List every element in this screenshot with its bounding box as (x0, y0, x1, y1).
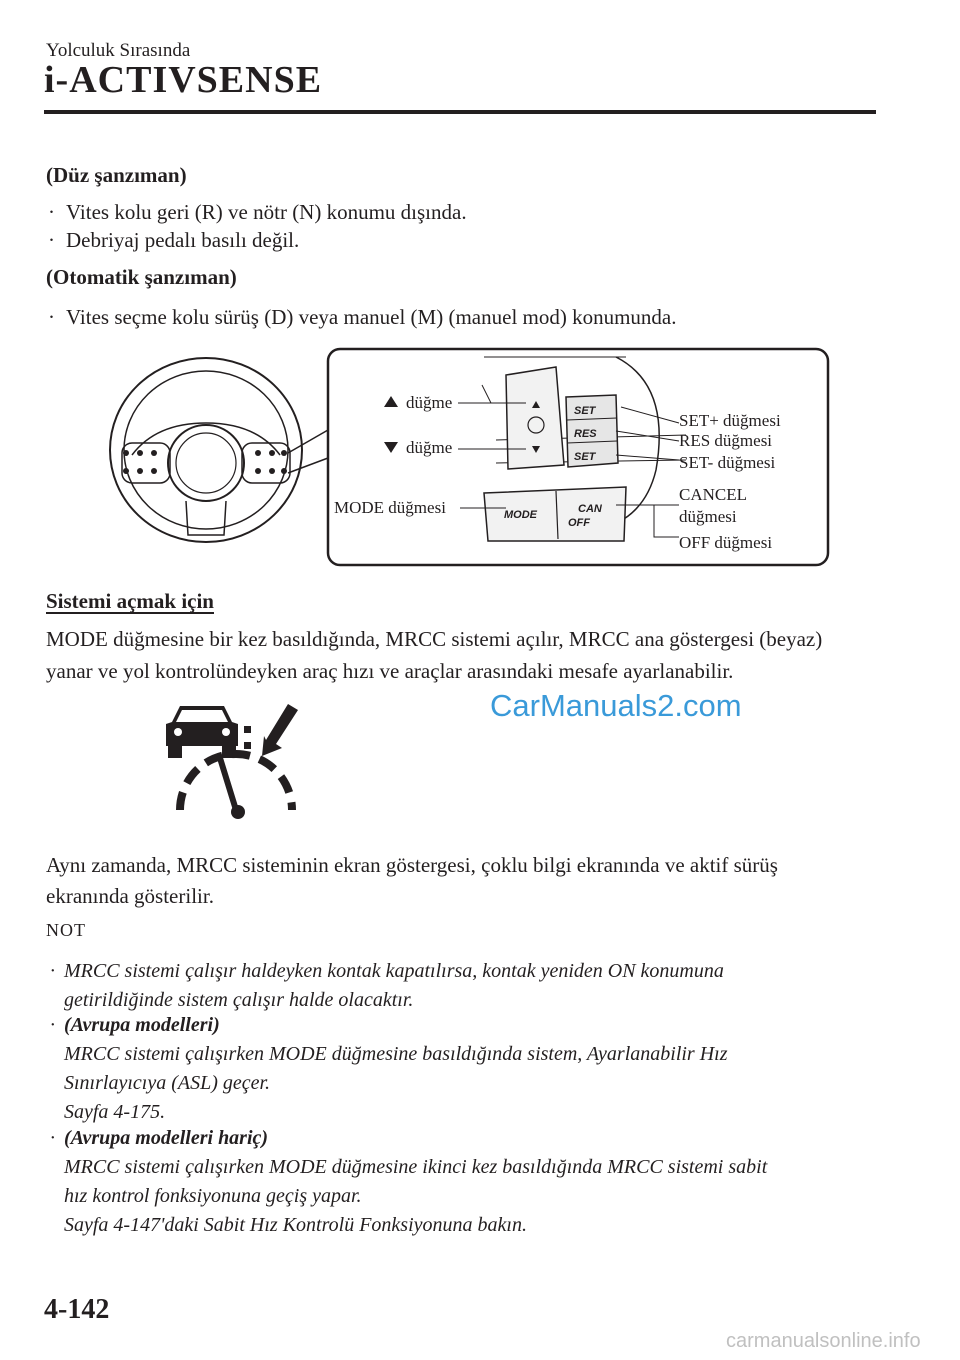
page-number: 4-142 (44, 1294, 110, 1325)
turn-on-paragraph-line2: yanar ve yol kontrolündeyken araç hızı ve araçlar arasındaki mesafe ayarlanabilir. (46, 659, 734, 683)
note-item-3-line1: MRCC sistemi çalışırken MODE düğmesine ikinci kez basıldığında MRCC sistemi sabit (64, 1156, 768, 1178)
set-minus-label: SET- düğmesi (679, 453, 776, 472)
display-paragraph-line2: ekranında gösterilir. (46, 884, 214, 908)
note-item-1-line2: getirildiğinde sistem çalışır halde olacaktır. (64, 989, 414, 1011)
footer-watermark: carmanualsonline.info (726, 1330, 921, 1352)
section-title: Yolculuk Sırasında (46, 40, 191, 61)
bullet-icon: · (48, 228, 55, 252)
note-title: NOT (46, 920, 86, 940)
note-item-3-line2: hız kontrol fonksiyonuna geçiş yapar. (64, 1185, 362, 1207)
turn-on-paragraph-line1: MODE düğmesine bir kez basıldığında, MRCC sistemi açılır, MRCC ana göstergesi (beyaz) (46, 627, 823, 651)
bullet-icon: · (48, 200, 55, 224)
bullet-icon: · (48, 305, 55, 329)
note-item-3-page-ref[interactable]: Sayfa 4-147'daki Sabit Hız Kontrolü Fonksiyonuna bakın. (64, 1214, 527, 1236)
res-button: RES (574, 428, 597, 440)
off-button: OFF (568, 517, 590, 529)
mode-button: MODE (504, 509, 537, 521)
mode-button-label: MODE düğmesi (334, 498, 446, 517)
watermark: CarManuals2.com (490, 688, 742, 723)
chapter-title: i-ACTIVSENSE (44, 59, 323, 101)
cancel-label-line2: düğmesi (679, 507, 737, 526)
note-bullet-icon: · (50, 1127, 55, 1149)
set-plus-label: SET+ düğmesi (679, 411, 781, 430)
note-item-2-line1: MRCC sistemi çalışırken MODE düğmesine basıldığında sistem, Ayarlanabilir Hız (64, 1043, 728, 1065)
note-item-1-line1: MRCC sistemi çalışır haldeyken kontak kapatılırsa, kontak yeniden ON konumuna (64, 960, 724, 982)
down-button-label: düğme (406, 438, 453, 457)
steering-switch-figure (96, 345, 836, 570)
header-rule (44, 110, 876, 114)
up-button-label: düğme (406, 393, 453, 412)
automatic-heading: (Otomatik şanzıman) (46, 265, 237, 289)
set-plus-button: SET (574, 405, 596, 417)
cancel-button: CAN (578, 503, 602, 515)
note-item-2-page-ref[interactable]: Sayfa 4-175. (64, 1101, 166, 1123)
res-label: RES düğmesi (679, 431, 773, 450)
manual-heading: (Düz şanzıman) (46, 163, 187, 187)
note-bullet-icon: · (50, 1014, 55, 1036)
note-item-2-heading: (Avrupa modelleri) (64, 1014, 220, 1036)
display-paragraph-line1: Aynı zamanda, MRCC sisteminin ekran göstergesi, çoklu bilgi ekranında ve aktif sürüş (46, 853, 778, 877)
note-bullet-icon: · (50, 960, 55, 982)
cancel-label-line1: CANCEL (679, 485, 747, 504)
set-minus-button: SET (574, 451, 596, 463)
note-item-2-line2: Sınırlayıcıya (ASL) geçer. (64, 1072, 271, 1094)
off-label: OFF düğmesi (679, 533, 773, 552)
turn-on-heading: Sistemi açmak için (46, 589, 214, 613)
note-item-3-heading: (Avrupa modelleri hariç) (64, 1127, 269, 1149)
mrcc-indicator-icon (158, 700, 308, 822)
